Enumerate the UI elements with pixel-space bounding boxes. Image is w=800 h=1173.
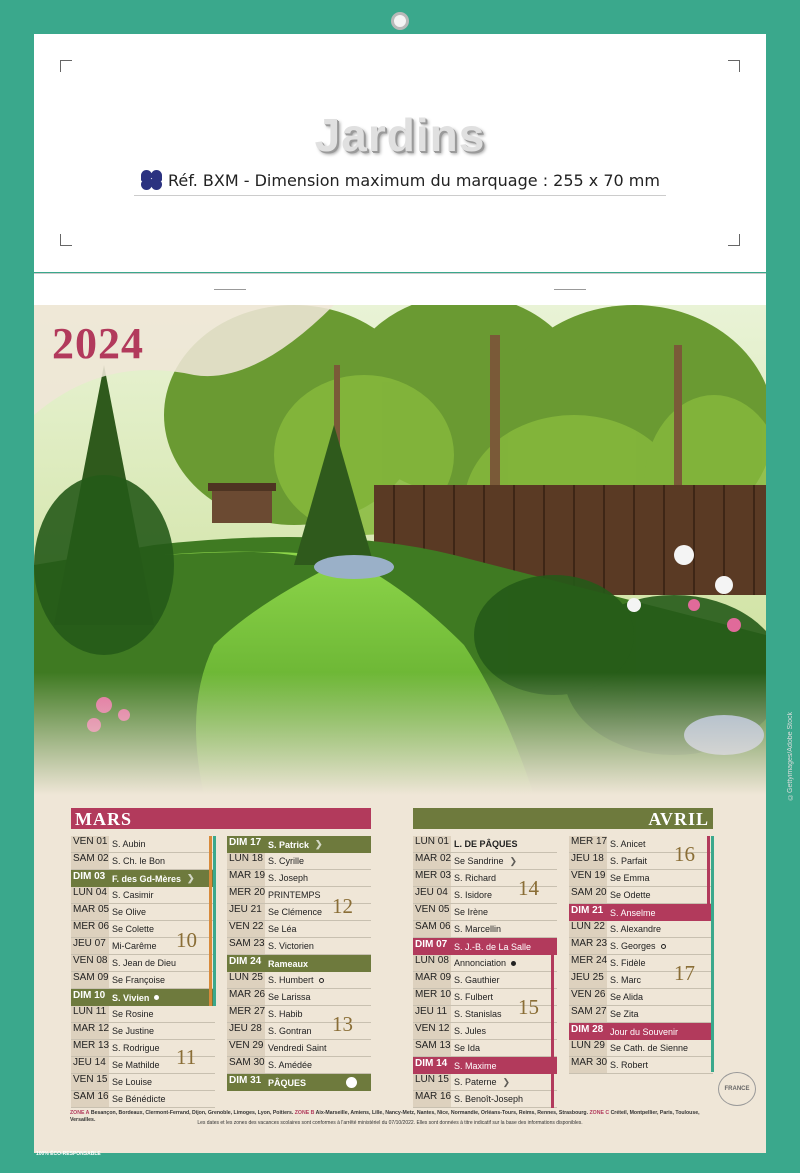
day-saint: Se Sandrine [454,856,504,866]
zone-b-cities: Aix-Marseille, Amiens, Lille, Nancy-Metz, Nantes, Nice, Normandie, Orléans-Tours, Reims, Rennes, Strasbourg. [315,1110,589,1116]
day-date: MAR 16 [413,1091,451,1107]
day-saint: S. Habib [268,1009,303,1019]
day-saint: Se Odette [610,890,651,900]
day-row [413,1074,557,1091]
day-saint: S. Marc [610,975,642,985]
day-row [569,887,713,904]
day-date: VEN 26 [569,989,607,1005]
day-saint: S. J.-B. de La Salle [454,941,532,952]
day-date: DIM 31 [229,1074,262,1086]
day-date: LUN 18 [227,853,265,869]
day-date: LUN 15 [413,1074,451,1090]
day-date: VEN 05 [413,904,451,920]
day-saint: S. Isidore [454,890,493,900]
day-row [413,904,557,921]
day-row [413,1091,557,1108]
crop-mark [60,234,72,246]
day-row [227,921,371,938]
photo-credit: ©Gettyimages/Adobe Stock [787,712,794,800]
day-row [71,1023,215,1040]
day-row [413,938,557,955]
day-saint: PRINTEMPS [268,890,321,900]
day-row [71,989,215,1006]
day-row [227,955,371,972]
zone-b-label: ZONE B [294,1110,315,1116]
day-row [71,887,215,904]
day-row [413,1040,557,1057]
school-holiday-bar [551,938,554,1108]
day-date: DIM 14 [415,1057,448,1069]
day-row [413,1023,557,1040]
day-saint: S. Paterne [454,1077,497,1087]
day-row [569,1006,713,1023]
mars-days-col2 [227,836,371,1091]
day-saint: F. des Gd-Mères [112,873,182,884]
day-row [413,921,557,938]
day-date: MAR 30 [569,1057,607,1073]
day-date: LUN 22 [569,921,607,937]
day-saint: S. Rodrigue [112,1043,160,1053]
arrow-icon: ❯ [315,839,323,849]
day-date: DIM 17 [229,836,262,848]
day-saint: Se Ida [454,1043,481,1053]
day-saint: S. Amédée [268,1060,313,1070]
day-saint: S. Patrick [268,839,310,850]
day-saint: S. Robert [610,1060,649,1070]
reference-line [0,170,800,190]
day-row [227,853,371,870]
day-date: MER 06 [71,921,109,937]
day-row [71,955,215,972]
month-header-avril: AVRIL [413,808,713,829]
day-saint: Se Bénédicte [112,1094,166,1104]
day-date: LUN 04 [71,887,109,903]
day-saint: S. Gontran [268,1026,312,1036]
day-saint: S. Benoît-Joseph [454,1094,524,1104]
day-saint: S. Parfait [610,856,648,866]
day-date: MER 24 [569,955,607,971]
day-date: LUN 25 [227,972,265,988]
day-date: SAM 16 [71,1091,109,1107]
calendar-title: Jardins [314,109,486,161]
circle-icon [661,944,666,949]
day-date: DIM 28 [571,1023,604,1035]
day-date: SAM 06 [413,921,451,937]
day-saint: Se Léa [268,924,297,934]
day-date: MAR 12 [71,1023,109,1039]
day-row [227,1074,371,1091]
crop-mark [728,234,740,246]
day-saint: Vendredi Saint [268,1043,327,1053]
day-saint: L. DE PÂQUES [454,839,518,849]
day-row [71,1006,215,1023]
crop-mark [60,60,72,72]
day-saint: Se Françoise [112,975,166,985]
reference-divider [134,195,666,196]
day-row [569,870,713,887]
day-row [569,938,713,955]
day-row [227,1057,371,1074]
day-date: MER 17 [569,836,607,852]
day-date: SAM 13 [413,1040,451,1056]
day-saint: S. Alexandre [610,924,662,934]
day-row [71,853,215,870]
day-date: JEU 25 [569,972,607,988]
day-date: JEU 21 [227,904,265,920]
legal-notice: Les dates et les zones des vacances scolaires sont conformes à l'arrêté ministériel du 07/10/2022. Elles sont données à titre indicatif sur la base des informations disponibles. [197,1120,583,1126]
day-date: DIM 03 [73,870,106,882]
day-row [413,853,557,870]
day-date: SAM 20 [569,887,607,903]
day-date: LUN 01 [413,836,451,852]
day-row [413,1057,557,1074]
arrow-icon: ❯ [509,855,518,866]
origine-france-stamp: FRANCE [718,1072,756,1106]
day-row [227,870,371,887]
day-date: VEN 12 [413,1023,451,1039]
day-row [71,870,215,887]
bullet-icon [154,995,159,1000]
day-date: SAM 30 [227,1057,265,1073]
day-saint: S. Stanislas [454,1009,502,1019]
day-date: VEN 22 [227,921,265,937]
day-row [227,836,371,853]
week-number: 17 [674,961,695,985]
day-saint: Jour du Souvenir [610,1026,679,1037]
day-row [71,1091,215,1108]
day-row [569,904,713,921]
day-date: SAM 27 [569,1006,607,1022]
day-row [71,1074,215,1091]
day-saint: S. Fidèle [610,958,646,968]
year: 2024 [52,319,144,368]
eco-footnote: 100% ÉCO-RESPONSABLE [36,1151,101,1157]
day-date: MER 10 [413,989,451,1005]
day-saint: Se Colette [112,924,155,934]
day-saint: S. Victorien [268,941,314,951]
day-row [569,1023,713,1040]
day-saint: Se Alida [610,992,644,1002]
day-saint: S. Casimir [112,890,154,900]
day-saint: Se Cath. de Sienne [610,1043,689,1053]
day-row [227,989,371,1006]
month-header-mars: MARS [71,808,371,829]
day-saint: Se Emma [610,873,650,883]
day-date: DIM 07 [415,938,448,950]
day-date: MAR 19 [227,870,265,886]
day-date: MAR 26 [227,989,265,1005]
day-saint: Se Louise [112,1077,153,1087]
fold-band [34,273,766,305]
day-date: DIM 21 [571,904,604,916]
day-row [227,938,371,955]
day-date: MER 13 [71,1040,109,1056]
day-saint: Se Rosine [112,1009,154,1019]
day-saint: S. Anicet [610,839,646,849]
day-date: JEU 18 [569,853,607,869]
day-row [227,972,371,989]
day-saint: S. Gauthier [454,975,500,985]
zone-a-label: ZONE A [70,1110,90,1116]
crop-mark [728,60,740,72]
day-row [569,1057,713,1074]
day-date: LUN 11 [71,1006,109,1022]
day-saint: PÂQUES [268,1077,307,1088]
school-holiday-bar [707,836,710,920]
day-saint: S. Jules [454,1026,487,1036]
week-number: 13 [332,1012,353,1036]
day-row [71,904,215,921]
day-date: DIM 10 [73,989,106,1001]
reference-text: Réf. BXM - Dimension maximum du marquage : 255 x 70 mm [168,171,660,190]
day-date: MER 27 [227,1006,265,1022]
day-saint: Se Justine [112,1026,155,1036]
day-row [413,972,557,989]
day-date: JEU 11 [413,1006,451,1022]
day-date: MAR 23 [569,938,607,954]
day-date: VEN 29 [227,1040,265,1056]
day-row [71,972,215,989]
day-saint: S. Aubin [112,839,146,849]
day-saint: Mi-Carême [112,941,157,951]
day-date: MER 20 [227,887,265,903]
week-number: 15 [518,995,539,1019]
day-row [569,989,713,1006]
day-saint: Rameaux [268,958,309,969]
day-saint: S. Joseph [268,873,309,883]
day-saint: Annonciation [454,958,507,968]
garden-photo [34,305,766,795]
day-date: JEU 04 [413,887,451,903]
day-date: JEU 07 [71,938,109,954]
day-date: SAM 09 [71,972,109,988]
day-row [227,1040,371,1057]
arrow-icon: ❯ [502,1076,511,1087]
day-date: DIM 24 [229,955,262,967]
day-date: MER 03 [413,870,451,886]
school-holiday-bar [213,836,216,1006]
day-saint: Se Olive [112,907,147,917]
day-saint: S. Anselme [610,907,656,918]
day-row [71,836,215,853]
day-date: VEN 01 [71,836,109,852]
day-row [413,955,557,972]
day-saint: S. Georges [610,941,656,951]
day-saint: Se Irène [454,907,489,917]
day-saint: S. Maxime [454,1060,497,1071]
day-saint: S. Fulbert [454,992,494,1002]
day-row [569,921,713,938]
day-date: JEU 14 [71,1057,109,1073]
day-date: JEU 28 [227,1023,265,1039]
school-holiday-bar [209,836,212,1006]
zone-a-cities: Besançon, Bordeaux, Clermont-Ferrand, Dijon, Grenoble, Limoges, Lyon, Poitiers. [90,1110,294,1116]
avril-days-col2 [569,836,713,1074]
day-date: SAM 23 [227,938,265,954]
logo-icon [140,170,164,190]
zone-c-label: ZONE C [589,1110,610,1116]
day-date: VEN 08 [71,955,109,971]
day-saint: S. Vivien [112,992,150,1003]
school-holiday-bar [711,836,714,1072]
day-saint: Se Zita [610,1009,639,1019]
day-saint: S. Marcellin [454,924,502,934]
day-date: MAR 02 [413,853,451,869]
day-date: SAM 02 [71,853,109,869]
arrow-icon: ❯ [187,873,195,883]
day-saint: Se Larissa [268,992,311,1002]
week-number: 11 [176,1045,197,1069]
week-number: 10 [176,928,197,952]
bullet-icon [511,961,516,966]
day-saint: S. Ch. le Bon [112,856,166,866]
zone-c-cities: Créteil, Montpellier, Paris, Toulouse, Versailles. [70,1110,700,1123]
day-saint: S. Richard [454,873,497,883]
circle-icon [319,978,324,983]
holiday-pictogram-icon [346,1077,357,1088]
day-saint: S. Jean de Dieu [112,958,177,968]
day-date: MAR 09 [413,972,451,988]
day-date: VEN 19 [569,870,607,886]
day-date: LUN 08 [413,955,451,971]
day-date: VEN 15 [71,1074,109,1090]
day-date: LUN 29 [569,1040,607,1056]
day-saint: Se Clémence [268,907,323,917]
day-saint: S. Humbert [268,975,314,985]
week-number: 14 [518,876,539,900]
day-saint: Se Mathilde [112,1060,160,1070]
hanging-hole [391,12,409,30]
day-row [569,1040,713,1057]
week-number: 16 [674,842,695,866]
day-saint: S. Cyrille [268,856,305,866]
day-row [413,836,557,853]
week-number: 12 [332,894,353,918]
day-date: MAR 05 [71,904,109,920]
